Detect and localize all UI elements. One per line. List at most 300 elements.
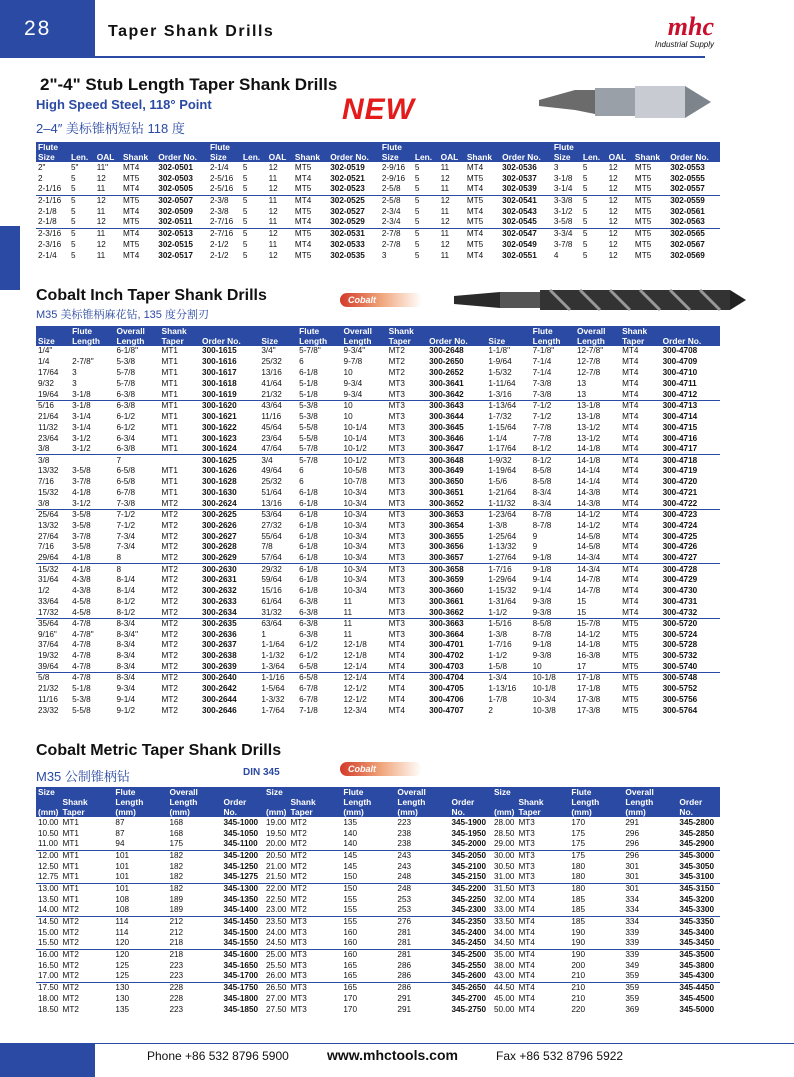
table-cell: 10-3/4 <box>343 488 367 498</box>
table-cell: 302-0563 <box>670 217 705 227</box>
column-header-top: Flute <box>569 787 623 797</box>
table-cell: 175 <box>169 839 184 849</box>
table-row <box>36 346 720 357</box>
table-cell: 1-3/4 <box>486 673 530 684</box>
table-cell: 9/32 <box>38 379 54 389</box>
table-cell: MT3 <box>388 629 405 639</box>
table-cell: 59/64 <box>261 575 282 585</box>
table-cell: MT3 <box>388 389 405 399</box>
table-cell: 1-9/32 <box>486 455 530 466</box>
table-cell: 334 <box>625 905 640 915</box>
table-cell: 21/64 <box>38 411 59 421</box>
column-header: Order No. <box>200 336 259 346</box>
table-cell: 28.00 <box>493 817 515 827</box>
column-header: Shank <box>465 152 500 162</box>
table-cell: 345-1400 <box>223 905 259 915</box>
table-cell: 4-7/8" <box>72 629 94 639</box>
table-row <box>36 971 720 982</box>
table-cell: 175 <box>569 850 623 861</box>
table-cell: 11 <box>440 162 450 172</box>
table-cell: 5 <box>70 173 76 183</box>
table-cell: 300-2652 <box>429 368 464 378</box>
table-cell: 1/2 <box>38 586 50 596</box>
table-cell: 7-3/8 <box>116 498 136 508</box>
table-cell: 300-4701 <box>429 640 464 650</box>
table-cell: 49/64 <box>261 466 282 476</box>
table-cell: 5 <box>582 162 588 172</box>
table-cell: 8-1/2 <box>116 607 136 617</box>
table-cell: MT1 <box>62 828 79 838</box>
column-header: Taper <box>387 336 428 346</box>
table-cell: 300-1618 <box>202 379 237 389</box>
table-cell: MT4 <box>518 960 535 970</box>
table-cell: 7-3/8 <box>532 379 552 389</box>
table-cell: 8-3/4" <box>116 629 139 639</box>
table-cell: MT4 <box>122 250 140 260</box>
table-cell: MT4 <box>388 640 405 650</box>
table-cell: 243 <box>397 861 412 871</box>
table-cell: 1-5/6 <box>488 477 508 487</box>
table-cell: 101 <box>115 872 130 882</box>
column-header-top <box>259 326 297 336</box>
table-cell: 2-1/4 <box>38 250 57 260</box>
table-cell: 155 <box>341 916 395 927</box>
table-cell: 6-1/2 <box>299 651 318 661</box>
table-cell: 212 <box>169 927 184 937</box>
column-header: Order No. <box>221 797 264 817</box>
table-cell: 15 <box>577 607 587 617</box>
table-cell: 300-3643 <box>427 400 486 411</box>
table-cell: 2-7/16 <box>209 217 234 227</box>
column-header: Length (mm) <box>113 797 167 817</box>
table-row <box>36 850 720 861</box>
table-cell: MT2 <box>160 509 201 520</box>
column-header: Shank Taper <box>61 797 114 817</box>
table-cell: MT2 <box>161 705 178 715</box>
table-cell: 9/16" <box>38 629 57 639</box>
footer-website[interactable]: www.mhctools.com <box>327 1047 458 1063</box>
table-cell: 14-1/4 <box>577 477 601 487</box>
table-cell: 3-5/8 <box>72 542 91 552</box>
table-cell: 17-1/8 <box>577 684 601 694</box>
table-cell: MT4 <box>622 520 639 530</box>
table-cell: MT5 <box>620 673 661 684</box>
table-cell: 300-3651 <box>429 488 464 498</box>
table-cell: 4-3/8 <box>72 575 91 585</box>
table-cell: 5-7/8 <box>299 444 318 454</box>
table-row <box>36 488 720 499</box>
column-header: Length <box>342 336 387 346</box>
table-cell: 6-1/8 <box>297 509 341 520</box>
table-cell: MT3 <box>388 498 405 508</box>
table-cell: 286 <box>397 971 412 981</box>
table-cell: 286 <box>395 982 449 993</box>
table-cell: 1-3/64 <box>261 662 285 672</box>
table-cell: 3-1/8 <box>72 389 91 399</box>
table-cell: 3/8 <box>38 498 50 508</box>
table-cell: 345-2250 <box>451 894 487 904</box>
table-cell: 14-3/4 <box>575 564 620 575</box>
table-cell: 5 <box>70 206 76 216</box>
table-cell: 9-3/8 <box>532 607 552 617</box>
table-cell: 2-5/8 <box>381 184 401 194</box>
table-cell: MT4 <box>622 498 639 508</box>
table-cell: MT3 <box>288 949 341 960</box>
table-cell: 135 <box>115 1004 130 1014</box>
table-cell: 190 <box>571 938 586 948</box>
table-cell: 291 <box>397 1004 412 1014</box>
table-cell: 369 <box>625 1004 640 1014</box>
table-cell: 11 <box>268 239 278 249</box>
table-cell: 4-7/8 <box>70 673 114 684</box>
table-cell: 302-0513 <box>156 228 208 239</box>
table-cell: 345-2100 <box>451 861 487 871</box>
table-cell: 12 <box>440 217 450 227</box>
table-cell: MT3 <box>290 927 307 937</box>
column-header: Length (mm) <box>395 797 449 817</box>
table-cell: 345-2600 <box>451 971 487 981</box>
table-cell: MT1 <box>161 346 178 356</box>
table-cell: MT2 <box>161 531 178 541</box>
table-cell: 345-3400 <box>679 927 715 937</box>
column-header: Size <box>486 336 530 346</box>
table-cell: 6-1/8 <box>299 542 318 552</box>
table-cell: 120 <box>115 938 130 948</box>
table-cell: 12 <box>607 195 633 206</box>
table-cell: 5 <box>413 195 439 206</box>
table-cell: MT4 <box>388 662 405 672</box>
table-cell: 5 <box>414 239 420 249</box>
table-row <box>36 498 720 509</box>
table-row <box>36 817 720 828</box>
column-header-top <box>413 142 439 152</box>
table-cell: 5/16 <box>36 400 70 411</box>
table-cell: 300-4708 <box>662 346 698 356</box>
table-cell: 359 <box>625 993 640 1003</box>
table-cell: 12-1/4 <box>343 662 367 672</box>
table-cell: 345-3050 <box>679 861 715 871</box>
table-cell: MT1 <box>161 477 178 487</box>
table-cell: 302-0537 <box>502 173 537 183</box>
table-cell: 349 <box>625 960 640 970</box>
table-cell: MT3 <box>290 938 307 948</box>
column-header: Len. <box>69 152 95 162</box>
table-row <box>36 400 720 411</box>
table-cell: 300-4724 <box>662 520 698 530</box>
table-cell: MT5 <box>620 618 661 629</box>
table-cell: MT2 <box>290 894 307 904</box>
column-header: Order No. <box>500 152 552 162</box>
table-cell: MT3 <box>290 971 307 981</box>
table-cell: 300-4707 <box>429 705 464 715</box>
table-cell: MT2 <box>290 828 307 838</box>
section-stub-title: 2"-4" Stub Length Taper Shank Drills <box>40 75 338 94</box>
table-cell: 300-4721 <box>662 488 698 498</box>
table-cell: 87 <box>115 828 125 838</box>
table-cell: 12.00 <box>38 850 59 860</box>
table-cell: MT5 <box>121 195 156 206</box>
table-cell: MT5 <box>294 162 312 172</box>
table-cell: 300-3664 <box>429 629 464 639</box>
table-cell: 3-7/8 <box>72 477 91 487</box>
table-cell: 9 <box>532 531 538 541</box>
table-cell: MT3 <box>388 379 405 389</box>
table-cell: 10-3/4 <box>342 509 387 520</box>
section-cobalt-inch-title: Cobalt Inch Taper Shank Drills <box>36 287 267 304</box>
table-cell: 302-0509 <box>158 206 193 216</box>
table-cell: 11 <box>268 173 278 183</box>
table-cell: 10-1/8 <box>532 684 556 694</box>
table-cell: MT4 <box>516 916 569 927</box>
column-header: Taper <box>160 336 201 346</box>
table-cell: 14-1/4 <box>577 466 601 476</box>
table-cell: 6-1/8 <box>299 368 318 378</box>
table-cell: 11" <box>96 162 109 172</box>
table-cell: 4-1/8 <box>72 488 91 498</box>
table-cell: 345-2650 <box>449 982 492 993</box>
table-cell: 345-3000 <box>677 850 720 861</box>
column-header: Order No. <box>427 336 486 346</box>
table-cell: 11/32 <box>38 422 58 432</box>
table-cell: 300-3658 <box>427 564 486 575</box>
table-cell: 12 <box>96 217 106 227</box>
table-cell: MT4 <box>122 162 140 172</box>
table-cell: MT2 <box>160 673 201 684</box>
table-cell: 21.00 <box>265 861 287 871</box>
column-header-top <box>668 142 720 152</box>
column-header-top: Size <box>492 787 517 797</box>
table-cell: MT2 <box>62 905 79 915</box>
table-cell: 3-3/8 <box>552 195 581 206</box>
table-cell: 302-0521 <box>330 173 365 183</box>
table-cell: MT2 <box>61 916 114 927</box>
column-header-top <box>607 142 633 152</box>
table-row <box>36 596 720 607</box>
stub-drill-table <box>36 142 720 261</box>
table-cell: 2 <box>38 173 43 183</box>
table-cell: MT4 <box>122 206 140 216</box>
table-header-row <box>36 336 720 346</box>
table-cell: 11 <box>439 228 465 239</box>
table-cell: MT2 <box>161 684 178 694</box>
table-cell: 114 <box>113 916 167 927</box>
table-cell: MT3 <box>290 1004 307 1014</box>
table-header-row-top <box>36 142 720 152</box>
table-cell: 10-3/4 <box>343 520 367 530</box>
table-cell: 300-5740 <box>662 662 698 672</box>
table-cell: 300-2642 <box>202 684 237 694</box>
table-cell: MT4 <box>294 217 312 227</box>
column-header-top <box>439 142 465 152</box>
table-cell: MT4 <box>622 596 639 606</box>
table-cell: 7-1/4 <box>532 368 552 378</box>
column-header-top: Flute <box>70 326 114 336</box>
table-cell: 302-0523 <box>330 184 365 194</box>
table-cell: 5 <box>242 250 248 260</box>
table-cell: 12 <box>268 184 278 194</box>
table-cell: 3-7/8 <box>72 531 91 541</box>
table-cell: 6-1/8 <box>299 553 318 563</box>
table-cell: 345-1700 <box>223 971 259 981</box>
table-row <box>36 586 720 597</box>
table-row <box>36 433 720 444</box>
table-cell: 3 <box>72 379 77 389</box>
table-row <box>36 861 720 872</box>
table-cell: 10-1/4 <box>343 433 367 443</box>
table-cell: MT2 <box>290 861 307 871</box>
table-cell: 302-0527 <box>330 206 365 216</box>
column-header: Size <box>259 336 297 346</box>
table-cell: MT3 <box>288 982 341 993</box>
table-cell: 300-3657 <box>429 553 464 563</box>
table-cell: 1-1/2 <box>488 651 508 661</box>
table-cell: 7-3/4 <box>116 531 136 541</box>
table-cell: 185 <box>571 894 586 904</box>
table-cell: 4 <box>553 250 559 260</box>
column-header-top <box>427 326 486 336</box>
table-cell: 189 <box>169 905 184 915</box>
table-cell: MT3 <box>288 916 341 927</box>
table-cell: MT4 <box>622 466 639 476</box>
table-cell: MT4 <box>518 1004 535 1014</box>
table-cell: 10-3/4 <box>343 498 367 508</box>
table-cell: 300-4713 <box>661 400 720 411</box>
table-cell: 12-1/2 <box>343 684 367 694</box>
table-cell: 30.00 <box>493 850 515 860</box>
table-cell: 1/4 <box>38 357 50 367</box>
table-cell: MT2 <box>161 629 178 639</box>
table-cell: 29.00 <box>493 839 515 849</box>
table-cell: 5-3/8 <box>299 411 318 421</box>
table-cell: MT4 <box>122 184 140 194</box>
table-cell: 12 <box>95 195 121 206</box>
table-cell: MT3 <box>388 575 405 585</box>
table-cell: 3-1/4 <box>553 184 573 194</box>
table-cell: 13/16 <box>261 368 282 378</box>
table-cell: 182 <box>169 872 184 882</box>
table-row <box>36 520 720 531</box>
table-cell: 345-3150 <box>677 883 720 894</box>
table-cell: 5-1/8 <box>72 684 91 694</box>
table-cell: 7-1/4 <box>532 357 552 367</box>
table-cell: 10-3/4 <box>532 694 556 704</box>
table-cell: MT2 <box>62 960 79 970</box>
table-cell: 10-1/2 <box>343 444 367 454</box>
table-cell: 8-3/4 <box>114 673 159 684</box>
table-cell: 4-7/8 <box>70 618 114 629</box>
table-cell: 5 <box>242 217 248 227</box>
table-cell: 302-0553 <box>670 162 705 172</box>
table-cell: 10-3/4 <box>343 575 367 585</box>
table-cell <box>70 346 114 357</box>
table-cell: 5 <box>242 206 248 216</box>
table-cell: 300-3663 <box>427 618 486 629</box>
table-cell: 6-3/8 <box>114 400 159 411</box>
column-header-top <box>486 326 530 336</box>
table-cell: 12 <box>96 173 106 183</box>
column-header: Length <box>114 336 159 346</box>
table-cell: 10.50 <box>38 828 59 838</box>
table-cell: 3-1/2 <box>72 498 91 508</box>
table-cell: 160 <box>343 938 358 948</box>
table-cell: MT4 <box>622 368 639 378</box>
column-header: OAL <box>95 152 121 162</box>
table-cell: 1-13/32 <box>488 542 517 552</box>
table-cell: 12 <box>608 206 618 216</box>
table-row <box>36 872 720 883</box>
table-cell: 281 <box>397 927 412 937</box>
table-cell: MT4 <box>388 694 405 704</box>
table-cell: MT2 <box>290 817 307 827</box>
table-cell: 7/16 <box>38 542 54 552</box>
column-header-top <box>581 142 607 152</box>
table-row <box>36 982 720 993</box>
table-cell: 345-1900 <box>451 817 487 827</box>
table-cell: MT4 <box>622 477 639 487</box>
table-cell: 210 <box>569 982 623 993</box>
table-cell: MT3 <box>388 520 405 530</box>
cobalt-badge-inch: Cobalt <box>340 293 422 307</box>
table-cell: 300-4710 <box>662 368 698 378</box>
table-row <box>36 206 720 217</box>
table-row <box>36 916 720 927</box>
table-cell: 11/16 <box>261 411 282 421</box>
table-cell: 11 <box>440 250 450 260</box>
table-cell: 14.50 <box>38 916 59 926</box>
table-cell: 1-11/64 <box>488 379 516 389</box>
table-cell: 5 <box>414 206 420 216</box>
table-cell: 2-5/8 <box>380 195 413 206</box>
table-cell: MT5 <box>293 228 328 239</box>
table-cell: MT3 <box>388 444 405 454</box>
table-cell: 302-0529 <box>330 217 365 227</box>
table-cell: 9-3/4 <box>116 684 136 694</box>
table-cell: 300-2629 <box>202 553 237 563</box>
table-cell: 300-4725 <box>662 531 698 541</box>
table-cell: 94 <box>115 839 125 849</box>
table-cell: 302-0503 <box>158 173 193 183</box>
table-cell: 160 <box>341 949 395 960</box>
table-row <box>36 1004 720 1015</box>
table-cell: 4-5/8 <box>72 596 91 606</box>
table-cell: 302-0547 <box>500 228 552 239</box>
table-cell: 4-5/8 <box>72 607 91 617</box>
table-cell: 23/64 <box>38 433 59 443</box>
table-cell: 8-1/4 <box>116 586 136 596</box>
table-cell: 200 <box>571 960 586 970</box>
table-cell: 301 <box>625 872 640 882</box>
table-cell: 339 <box>625 938 640 948</box>
table-cell: 9-1/8 <box>532 640 552 650</box>
table-cell: 31/32 <box>261 607 282 617</box>
table-cell: 302-0536 <box>502 162 537 172</box>
table-cell: 28.50 <box>493 828 515 838</box>
table-row <box>36 705 720 716</box>
table-cell: MT4 <box>622 607 639 617</box>
table-cell: 5-1/8 <box>299 389 318 399</box>
table-cell: 5 <box>414 217 420 227</box>
table-cell: 300-1616 <box>202 357 237 367</box>
table-cell: 300-2640 <box>200 673 259 684</box>
logo-mark: mhc <box>667 12 714 41</box>
table-cell: 25/32 <box>261 477 282 487</box>
table-cell: 345-1650 <box>223 960 259 970</box>
column-header: Order No. <box>677 797 720 817</box>
table-cell: 9-1/2 <box>116 705 136 715</box>
table-cell: 57/64 <box>261 553 282 563</box>
table-cell: 301 <box>625 861 640 871</box>
column-header-top: Flute <box>113 787 167 797</box>
